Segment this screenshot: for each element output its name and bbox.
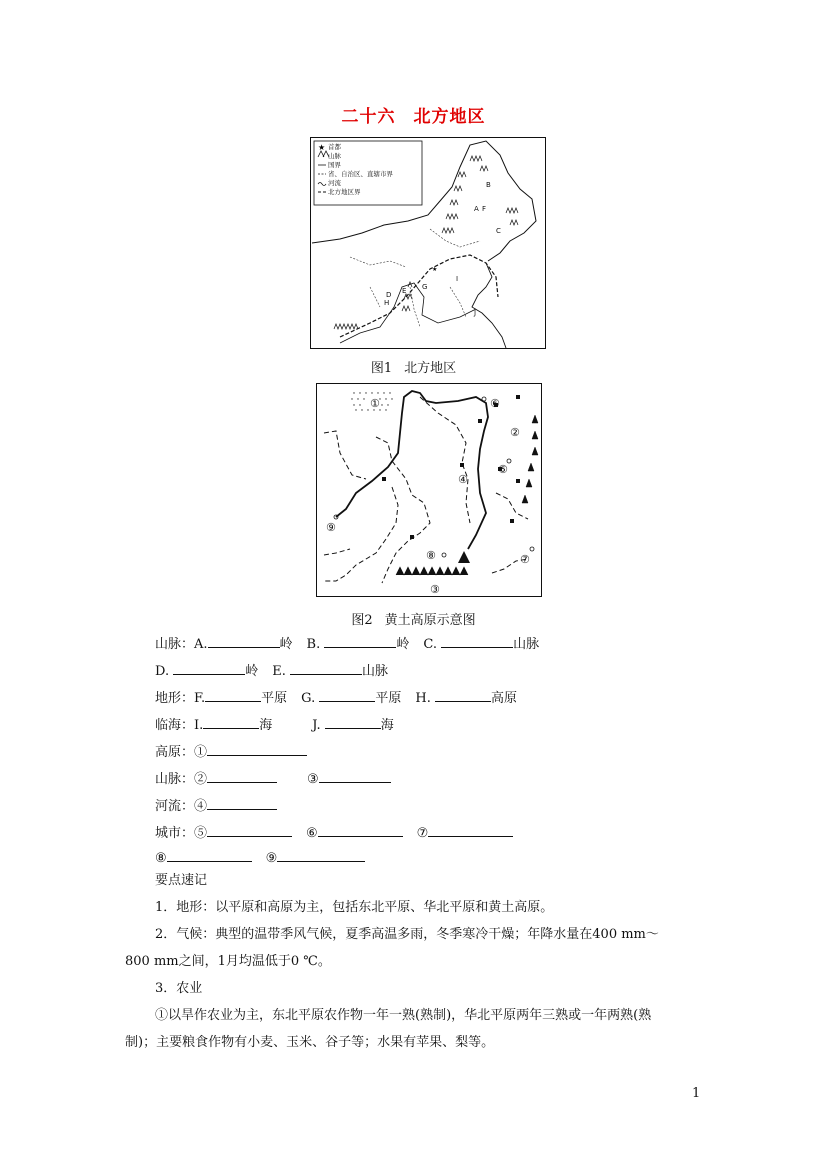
legend-river: 河流 <box>328 179 341 187</box>
capital-beijing-icon: ★ <box>432 266 438 273</box>
figure2-caption: 图2 黄土高原示意图 <box>351 613 476 628</box>
letter-H: H <box>384 299 390 307</box>
marker-8: ⑧ <box>426 549 436 562</box>
blank-F[interactable] <box>205 689 261 702</box>
figure1-map <box>310 137 546 349</box>
letter-B: B <box>486 181 491 189</box>
blank-9[interactable] <box>277 849 365 862</box>
notes-heading: 要点速记 <box>155 873 208 888</box>
marker-7: ⑦ <box>520 553 530 566</box>
blank-H[interactable] <box>435 689 491 702</box>
blank-8[interactable] <box>167 849 252 862</box>
legend-province: 省、自治区、直辖市界 <box>328 170 393 178</box>
marker-3: ③ <box>430 583 440 596</box>
legend-capital: 首都 <box>328 143 341 151</box>
letter-G: G <box>422 283 428 291</box>
page-title: 二十六 北方地区 <box>341 107 486 127</box>
question-seas: 临海：I. 海 J. 海 <box>155 718 394 733</box>
blank-6[interactable] <box>318 824 403 837</box>
letter-J: J <box>474 309 477 317</box>
capital-star-icon: ★ <box>318 143 326 152</box>
notes-paragraph-3: 3．农业 <box>155 981 203 996</box>
question-mountains-2: D. 岭 E. 山脉 <box>155 664 389 679</box>
blank-5[interactable] <box>207 824 292 837</box>
blank-C[interactable] <box>441 635 513 648</box>
blank-7[interactable] <box>428 824 513 837</box>
blank-2[interactable] <box>207 770 277 783</box>
blank-4[interactable] <box>207 797 277 810</box>
question-cities-2: ⑧ ⑨ <box>155 849 365 866</box>
question-river: 河流：④ <box>155 795 277 814</box>
marker-1: ① <box>370 397 380 410</box>
page-number: 1 <box>692 1086 701 1101</box>
letter-I: I <box>456 275 459 283</box>
letter-D: D <box>386 291 392 299</box>
legend-mountain: 山脉 <box>328 152 341 160</box>
blank-D[interactable] <box>173 662 245 675</box>
marker-5: ⑤ <box>498 463 508 476</box>
marker-2: ② <box>510 426 520 439</box>
blank-3[interactable] <box>319 770 391 783</box>
marker-6: ⑥ <box>490 397 500 410</box>
figure1-caption: 图1 北方地区 <box>370 361 457 376</box>
letter-F: F <box>482 205 487 213</box>
blank-J[interactable] <box>325 716 381 729</box>
blank-A[interactable] <box>208 635 280 648</box>
question-plateau: 高原：① <box>155 741 307 760</box>
notes-paragraph-4b: 制)；主要粮食作物有小麦、玉米、谷子等；水果有苹果、梨等。 <box>125 1035 495 1050</box>
legend-border: 国界 <box>328 161 341 169</box>
blank-E[interactable] <box>290 662 362 675</box>
legend-region: 北方地区界 <box>328 188 361 196</box>
question-terrain: 地形：F. 平原 G. 平原 H. 高原 <box>155 691 518 706</box>
notes-paragraph-2a: 2．气候：典型的温带季风气候，夏季高温多雨，冬季寒冷干燥；年降水量在400 mm～ <box>155 927 659 942</box>
notes-paragraph-4a: ①以旱作农业为主，东北平原农作物一年一熟(熟制)，华北平原两年三熟或一年两熟(熟 <box>155 1008 652 1023</box>
letter-C: C <box>496 227 501 235</box>
blank-B[interactable] <box>324 635 396 648</box>
question-mountains-1: 山脉：A. 岭 B. 岭 C. 山脉 <box>155 637 540 652</box>
blank-G[interactable] <box>319 689 375 702</box>
figure2-map <box>316 383 542 597</box>
notes-paragraph-2b: 800 mm之间，1月均温低于0 ℃。 <box>125 954 331 969</box>
notes-paragraph-1: 1．地形：以平原和高原为主，包括东北平原、华北平原和黄土高原。 <box>155 900 554 915</box>
question-cities-1: 城市：⑤ ⑥ ⑦ <box>155 822 513 841</box>
letter-E: E <box>402 287 407 295</box>
blank-1[interactable] <box>207 743 307 756</box>
question-mountains-3: 山脉：② ③ <box>155 768 391 787</box>
letter-A: A <box>474 205 479 213</box>
blank-I[interactable] <box>203 716 259 729</box>
marker-4: ④ <box>458 473 468 486</box>
marker-9: ⑨ <box>326 521 336 534</box>
